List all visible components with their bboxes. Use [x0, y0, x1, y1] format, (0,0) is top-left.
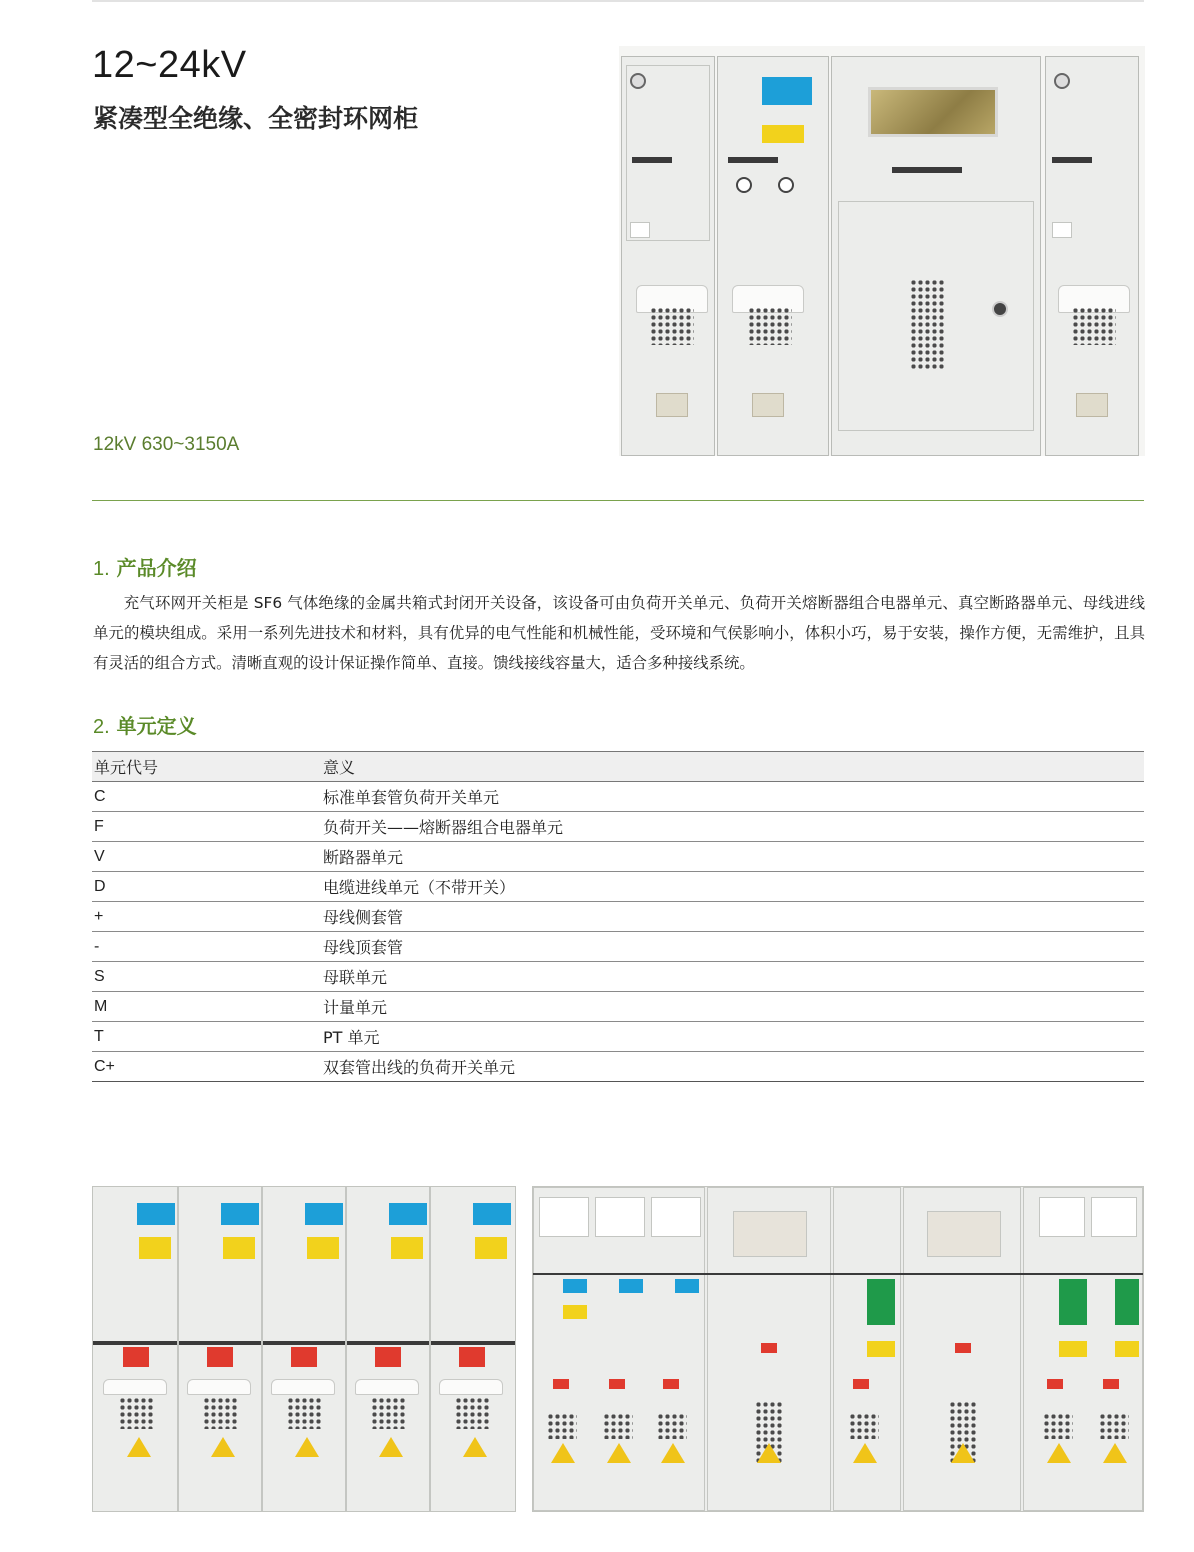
unit-meaning: 双套管出线的负荷开关单元	[321, 1052, 1144, 1082]
unit-code: D	[92, 872, 321, 902]
section-title: 单元定义	[116, 714, 197, 738]
unit-meaning: 母线侧套管	[321, 902, 1144, 932]
section-title: 产品介绍	[116, 556, 197, 580]
unit-meaning: 标准单套管负荷开关单元	[321, 782, 1144, 812]
section-number: 1.	[93, 558, 110, 580]
unit-meaning: 电缆进线单元（不带开关）	[321, 872, 1144, 902]
unit-code: +	[92, 902, 321, 932]
table-row	[92, 1052, 1144, 1082]
column-header-meaning: 意义	[321, 752, 1144, 782]
unit-meaning: 负荷开关——熔断器组合电器单元	[321, 812, 1144, 842]
unit-meaning: 断路器单元	[321, 842, 1144, 872]
cabinet-unit	[1045, 56, 1139, 456]
unit-code: V	[92, 842, 321, 872]
table-row	[92, 902, 1144, 932]
unit-definition-table	[92, 751, 1144, 1082]
section-heading-intro	[93, 552, 197, 581]
column-header-code: 单元代号	[92, 752, 321, 782]
top-rule	[92, 0, 1144, 2]
unit-code: C	[92, 782, 321, 812]
unit-meaning: 母线顶套管	[321, 932, 1144, 962]
product-photo-bottom-left	[92, 1186, 516, 1512]
unit-code: -	[92, 932, 321, 962]
table-row	[92, 1022, 1144, 1052]
table-row	[92, 962, 1144, 992]
cabinet-unit	[621, 56, 715, 456]
table-row	[92, 842, 1144, 872]
unit-code: T	[92, 1022, 321, 1052]
unit-meaning: 母联单元	[321, 962, 1144, 992]
page-subtitle: 紧凑型全绝缘、全密封环网柜	[93, 104, 419, 133]
product-photo-top	[619, 46, 1145, 456]
rating-spec: 12kV 630~3150A	[93, 434, 240, 455]
unit-meaning: PT 单元	[321, 1022, 1144, 1052]
unit-meaning: 计量单元	[321, 992, 1144, 1022]
product-photo-bottom-right	[532, 1186, 1144, 1512]
table-row	[92, 812, 1144, 842]
unit-code: M	[92, 992, 321, 1022]
table-row	[92, 932, 1144, 962]
table-row	[92, 872, 1144, 902]
cabinet-unit	[831, 56, 1041, 456]
table-header-row	[92, 752, 1144, 782]
unit-code: S	[92, 962, 321, 992]
page-title: 12~24kV	[92, 44, 247, 86]
cabinet-unit	[717, 56, 829, 456]
section-divider	[92, 500, 1144, 501]
intro-paragraph: 充气环网开关柜是 SF6 气体绝缘的金属共箱式封闭开关设备，该设备可由负荷开关单元、负荷开关熔断器组合电器单元、真空断路器单元、母线进线单元的模块组成。采用一系列先进技术和材料，具有优异的电气性能和机械性能，受环境和气侯影响小，体积小巧，易于安装，操作方便，无需维护，且具有灵活的组合方式。清晰直观的设计保证操作简单、直接。馈线接线容量大，适合多种接线系统。	[93, 594, 1145, 672]
unit-code: C+	[92, 1052, 321, 1082]
section-number: 2.	[93, 716, 110, 738]
table-row	[92, 992, 1144, 1022]
section-heading-units	[93, 710, 197, 739]
table-row	[92, 782, 1144, 812]
unit-code: F	[92, 812, 321, 842]
